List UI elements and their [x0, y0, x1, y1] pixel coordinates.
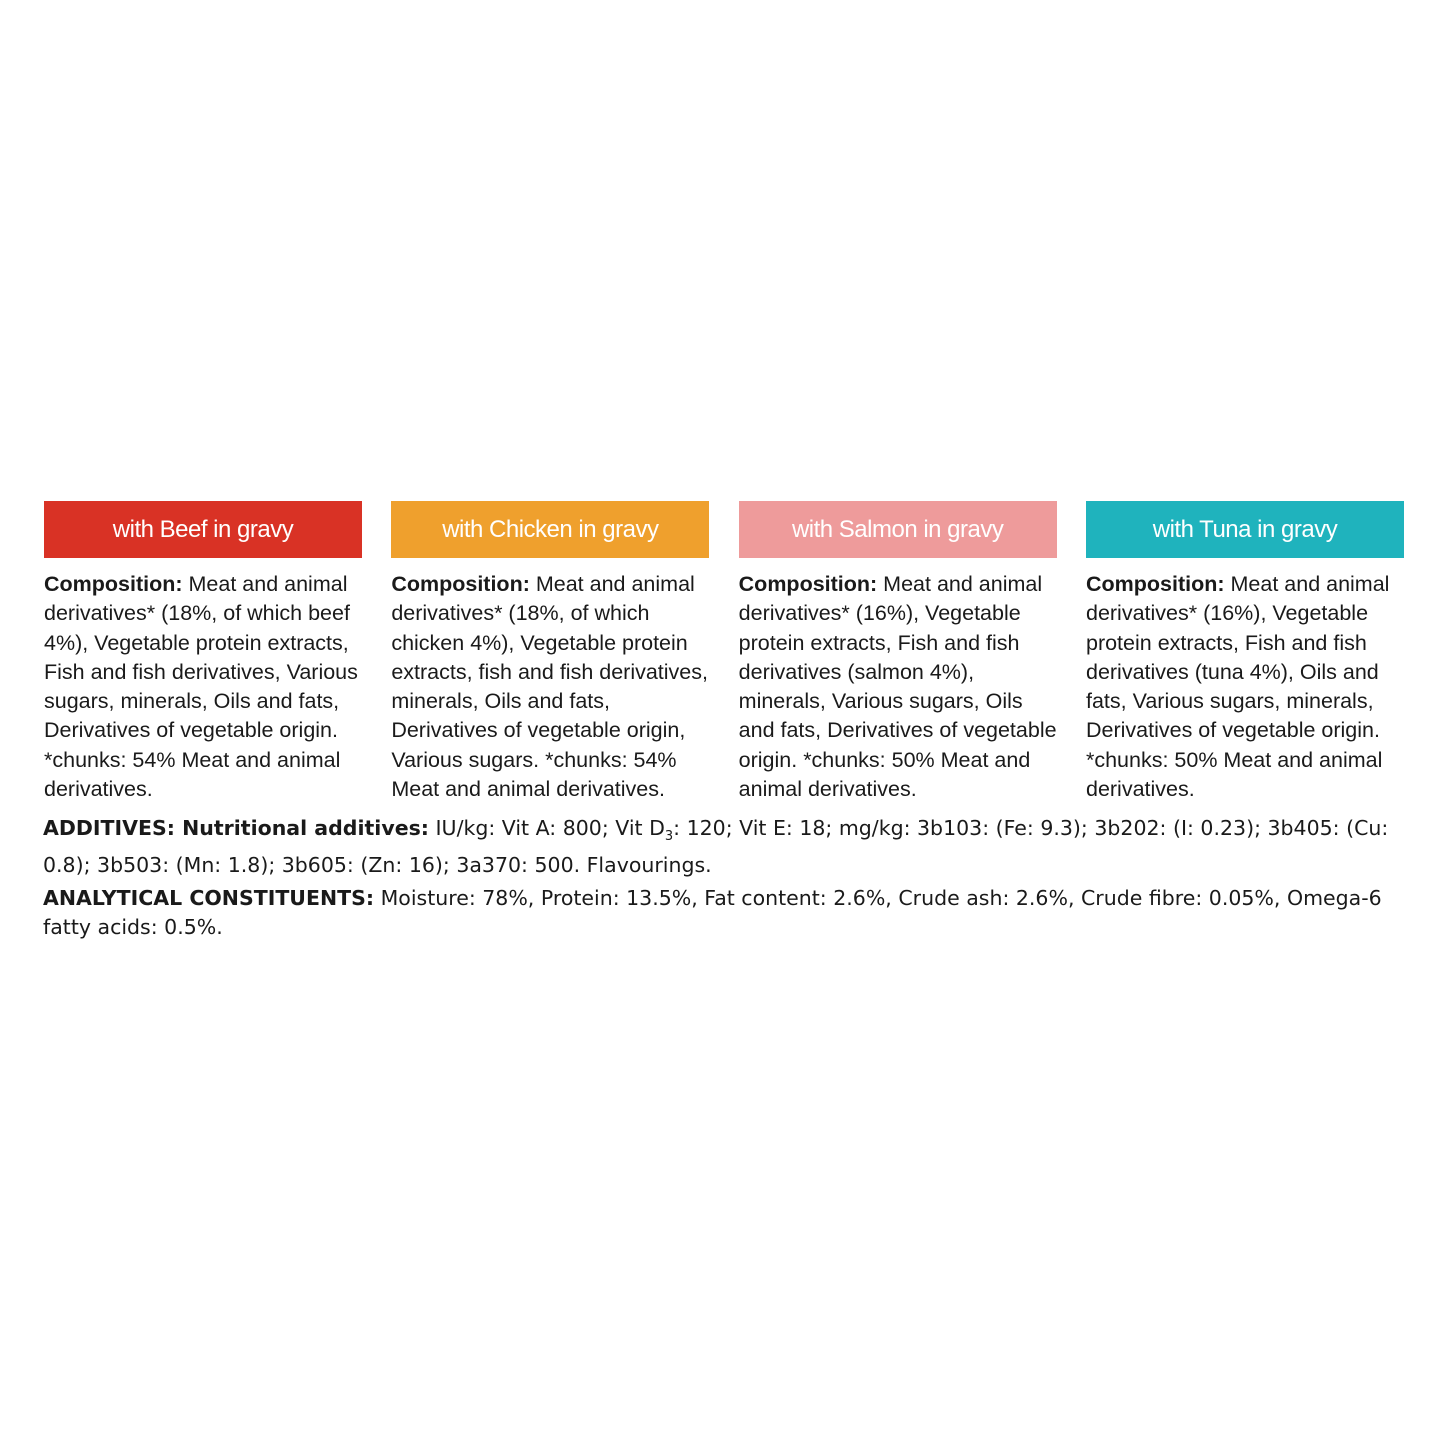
- composition-label: Composition:: [44, 572, 183, 596]
- additives-text-continued: : 120; Vit E: 18; mg/kg: 3b103: (Fe: 9.3); 3b202: (I: 0.23); 3b405: (Cu: 0.8); 3b503: (Mn: 1.8); 3b605: (Zn: 16); 3a370: 500. Flavourings.: [43, 816, 1389, 878]
- variant-beef: [44, 501, 362, 804]
- composition-text: Meat and animal derivatives* (16%), Vegetable protein extracts, Fish and fish derivatives (salmon 4%), minerals, Various sugars, Oils and fats, Derivatives of vegetable origin. *chunks: 50% Meat and animal derivatives.: [738, 572, 1057, 802]
- variant-header-tuna: with Tuna in gravy: [1086, 501, 1404, 558]
- variant-header-beef: with Beef in gravy: [44, 501, 362, 558]
- variant-columns: [44, 501, 1404, 804]
- additives-text: IU/kg: Vit A: 800; Vit D: [429, 816, 665, 840]
- additives-subscript: 3: [664, 829, 674, 845]
- composition-label: Composition:: [738, 572, 878, 596]
- analytical-text: Moisture: 78%, Protein: 13.5%, Fat content: 2.6%, Crude ash: 2.6%, Crude fibre: 0.05%, Omega-6 fatty acids: 0.5%.: [43, 886, 1382, 939]
- composition-beef: [44, 570, 362, 804]
- variant-chicken: [391, 501, 709, 804]
- composition-text: Meat and animal derivatives* (18%, of which chicken 4%), Vegetable protein extracts, fish and fish derivatives, minerals, Oils and fats, Derivatives of vegetable origin, Various sugars. *chunks: 54% Meat and animal derivatives.: [391, 572, 708, 802]
- additives-label: ADDITIVES: Nutritional additives:: [43, 816, 429, 840]
- analytical-constituents-section: [43, 884, 1413, 942]
- composition-label: Composition:: [1085, 572, 1225, 596]
- composition-text: Meat and animal derivatives* (16%), Vegetable protein extracts, Fish and fish derivatives (tuna 4%), Oils and fats, Various sugars, minerals, Derivatives of vegetable origin. *chunks: 50% Meat and animal derivatives.: [1085, 572, 1390, 802]
- variant-tuna: [1086, 501, 1404, 804]
- variant-salmon: [739, 501, 1057, 804]
- composition-salmon: [739, 570, 1057, 804]
- variant-header-chicken: with Chicken in gravy: [391, 501, 709, 558]
- variant-header-salmon: with Salmon in gravy: [739, 501, 1057, 558]
- additives-section: [43, 814, 1413, 880]
- composition-tuna: [1086, 570, 1404, 804]
- composition-text: Meat and animal derivatives* (18%, of which beef 4%), Vegetable protein extracts, Fish and fish derivatives, Various sugars, minerals, Oils and fats, Derivatives of vegetable origin. *chunks: 54% Meat and animal derivatives.: [44, 572, 358, 802]
- analytical-label: ANALYTICAL CONSTITUENTS:: [43, 886, 375, 910]
- composition-label: Composition:: [391, 572, 530, 596]
- composition-chicken: [391, 570, 709, 804]
